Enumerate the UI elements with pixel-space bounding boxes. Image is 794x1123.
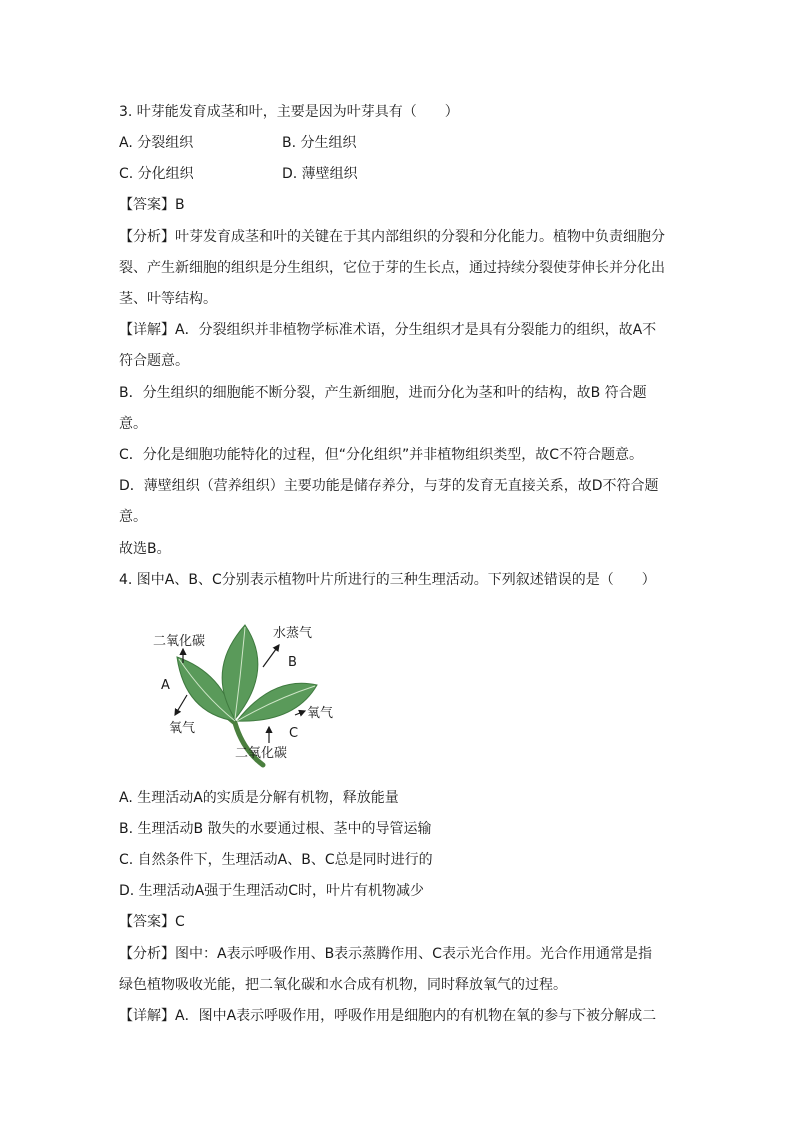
q4-option-c: C. 自然条件下，生理活动A、B、C总是同时进行的 (119, 852, 433, 868)
label-co2-top: 二氧化碳 (153, 634, 206, 649)
q3-option-b: B. 分生组织 (282, 135, 357, 151)
q3-detail-d-line-2: 意。 (119, 509, 147, 525)
q4-stem: 4. 图中A、B、C分别表示植物叶片所进行的三种生理活动。下列叙述错误的是（ ） (119, 572, 656, 588)
q3-detail-d-line-1: D．薄壁组织（营养组织）主要功能是储存养分，与芽的发育无直接关系，故D不符合题 (119, 478, 659, 494)
q4-analysis-line-1: 【分析】图中：A表示呼吸作用、B表示蒸腾作用、C表示光合作用。光合作用通常是指 (119, 946, 652, 962)
label-b: B (288, 655, 297, 670)
label-co2-bottom: 二氧化碳 (235, 746, 288, 761)
q4-option-d: D. 生理活动A强于生理活动C时，叶片有机物减少 (119, 883, 425, 899)
q4-answer: 【答案】C (119, 914, 185, 930)
q3-analysis-line-3: 茎、叶等结构。 (119, 291, 217, 307)
label-o2-right: 氧气 (307, 706, 334, 721)
q3-detail-b-line-1: B．分生组织的细胞能不断分裂，产生新细胞，进而分化为茎和叶的结构，故B 符合题 (119, 385, 647, 401)
q3-analysis-line-2: 裂、产生新细胞的组织是分生组织，它位于芽的生长点，通过持续分裂使芽伸长并分化出 (119, 260, 665, 276)
q4-analysis-line-2: 绿色植物吸收光能，把二氧化碳和水合成有机物，同时释放氧气的过程。 (119, 977, 567, 993)
label-water-vapor: 水蒸气 (273, 626, 313, 641)
q4-option-b: B. 生理活动B 散失的水要通过根、茎中的导管运输 (119, 821, 432, 837)
q4-detail-line-1: 【详解】A．图中A表示呼吸作用，呼吸作用是细胞内的有机物在氧的参与下被分解成二 (119, 1008, 657, 1024)
q3-option-c: C. 分化组织 (119, 166, 194, 182)
q3-detail-c: C．分化是细胞功能特化的过程，但“分化组织”并非植物组织类型，故C不符合题意。 (119, 447, 644, 463)
label-a: A (161, 678, 170, 693)
o2-right-arrow (295, 711, 305, 715)
q3-option-a: A. 分裂组织 (119, 135, 194, 151)
q3-option-d: D. 薄壁组织 (282, 166, 358, 182)
q3-detail-a-line-1: 【详解】A．分裂组织并非植物学标准术语，分生组织才是具有分裂能力的组织，故A不 (119, 322, 657, 338)
label-c: C (289, 726, 299, 741)
q4-option-a: A. 生理活动A的实质是分解有机物，释放能量 (119, 790, 399, 806)
q3-conclusion: 故选B。 (119, 541, 171, 557)
leaf-diagram-svg (145, 615, 345, 775)
water-vapor-arrow (263, 645, 279, 667)
q3-detail-b-line-2: 意。 (119, 416, 147, 432)
q3-stem: 3. 叶芽能发育成茎和叶，主要是因为叶芽具有（ ） (119, 104, 459, 120)
q3-detail-a-line-2: 符合题意。 (119, 353, 189, 369)
leaf-diagram (145, 615, 345, 775)
q3-analysis-line-1: 【分析】叶芽发育成茎和叶的关键在于其内部组织的分裂和分化能力。植物中负责细胞分 (119, 229, 665, 245)
o2-left-arrow (175, 695, 187, 715)
q3-answer: 【答案】B (119, 197, 185, 213)
label-o2-left: 氧气 (169, 721, 196, 736)
